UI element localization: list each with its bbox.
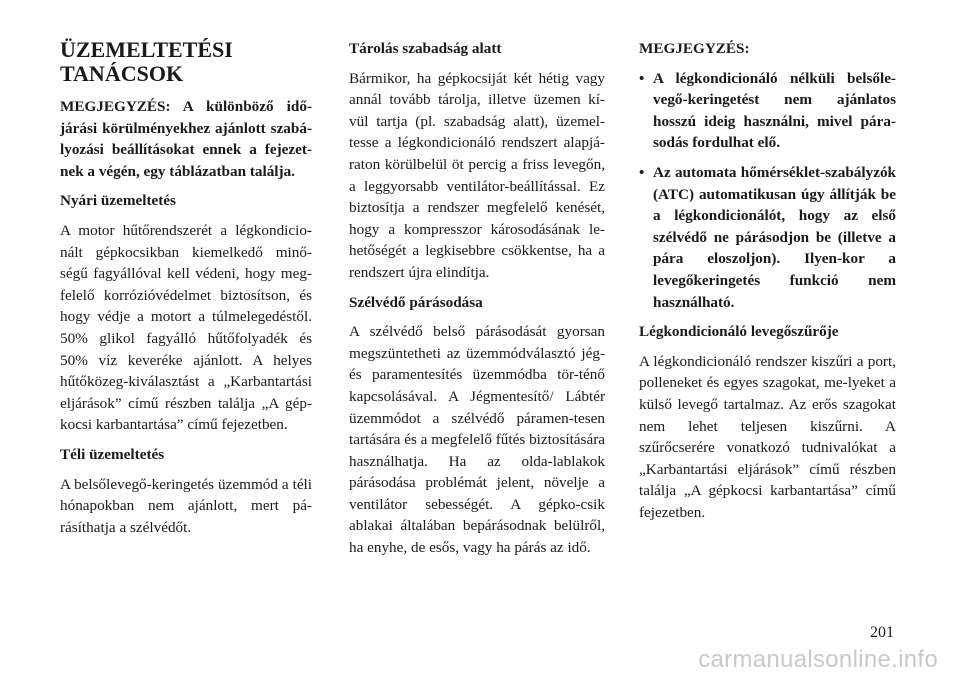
list-item: • Az automata hőmérséklet-szabályzók (ATC) automatikusan úgy állítják be a légkondicionálót, hogy az első szélvédő ne párásodjon be (illetve a pára eloszoljon). Ilyen-kor a levegőkeringetés funkció nem használható. [639,162,896,313]
notes-list [639,68,896,314]
section-title: ÜZEMELTETÉSI TANÁCSOK [60,37,233,86]
column-middle [349,38,605,567]
filter-heading: Légkondicionáló levegőszűrője [639,323,839,341]
watermark: carmanualsonline.info [698,646,938,673]
fog-paragraph: A szélvédő belső párásodását gyorsan megszüntetheti az üzemmódválasztó jég- és paramentesítés üzemmódba tör-ténő kapcsolásával. A Jégmentesítő/ Lábtér üzemmódot a szélvédő páramen-tesen tartására és a megfelelő fűtés biztosítására használhatja. Ha az olda-lablakok párásodása problémát jelent, növelje a ventilátor sebességét. A gépko-csik ablakai általában bepárásodnak belülről, ha enyhe, de esős, vagy ha párás az idő. [349,323,605,557]
storage-paragraph: Bármikor, ha gépkocsiját két hétig vagy annál tovább tárolja, illetve üzemen kí-vül tartja (pl. szabadság alatt), üzemel-tesse a légkondicionáló rendszert alapjá-raton körülbelül öt percig a friss levegőn, a leggyorsabb ventilátor-beállítással. Ez biztosítja a rendszer megfelelő kenését, hogy a kompresszor károsodásának le-hetőségét a legkisebbre csökkentse, ha a rendszert újra elindítja. [349,69,605,281]
column-left [60,38,312,546]
summer-heading: Nyári üzemeltetés [60,192,176,210]
note-paragraph: MEGJEGYZÉS: A különböző idő-járási körülményekhez ajánlott szabá-lyozási beállításokat ennek a fejezet-nek a végén, egy táblázatban találja. [60,98,312,180]
notes-heading: MEGJEGYZÉS: [639,40,750,57]
page-number: 201 [870,624,894,641]
winter-heading: Téli üzemeltetés [60,445,165,463]
winter-paragraph: A belsőlevegő-keringetés üzemmód a téli hónapokban nem ajánlott, mert pá-rásíthatja a szélvédőt. [60,475,312,536]
fog-heading: Szélvédő párásodása [349,293,483,311]
summer-paragraph: A motor hűtőrendszerét a légkondicio-nált gépkocsikban kiemelkedő minő-ségű fagyállóval kell védeni, hogy meg-felelő korrózióvédelmet biztosítson, és hogy védje a motort a túlmelegedéstől. 50% glikol fagyálló hűtőfolyadék és 50% víz keveréke ajánlott. A helyes hűtőközeg-kiválasztást a „Karbantartási eljárások” című részben találja „A gép-kocsi karbantartása” című fejezetben. [60,221,312,434]
filter-paragraph: A légkondicionáló rendszer kiszűri a port, polleneket és egyes szagokat, me-lyeket a külső levegő tartalmaz. Az erős szagokat nem lehet teljesen kiszűrni. A szűrőcserére vonatkozó tudnivalókat a „Karbantartási eljárások” című részben találja „A gépkocsi karbantartása” című fejezetben. [639,352,896,521]
list-item: • A légkondicionáló nélküli belsőle-vegő-keringetést nem ajánlatos hosszú ideig használni, mivel pára-sodás fordulhat elő. [639,68,896,154]
storage-heading: Tárolás szabadság alatt [349,40,502,57]
column-right [639,38,896,531]
